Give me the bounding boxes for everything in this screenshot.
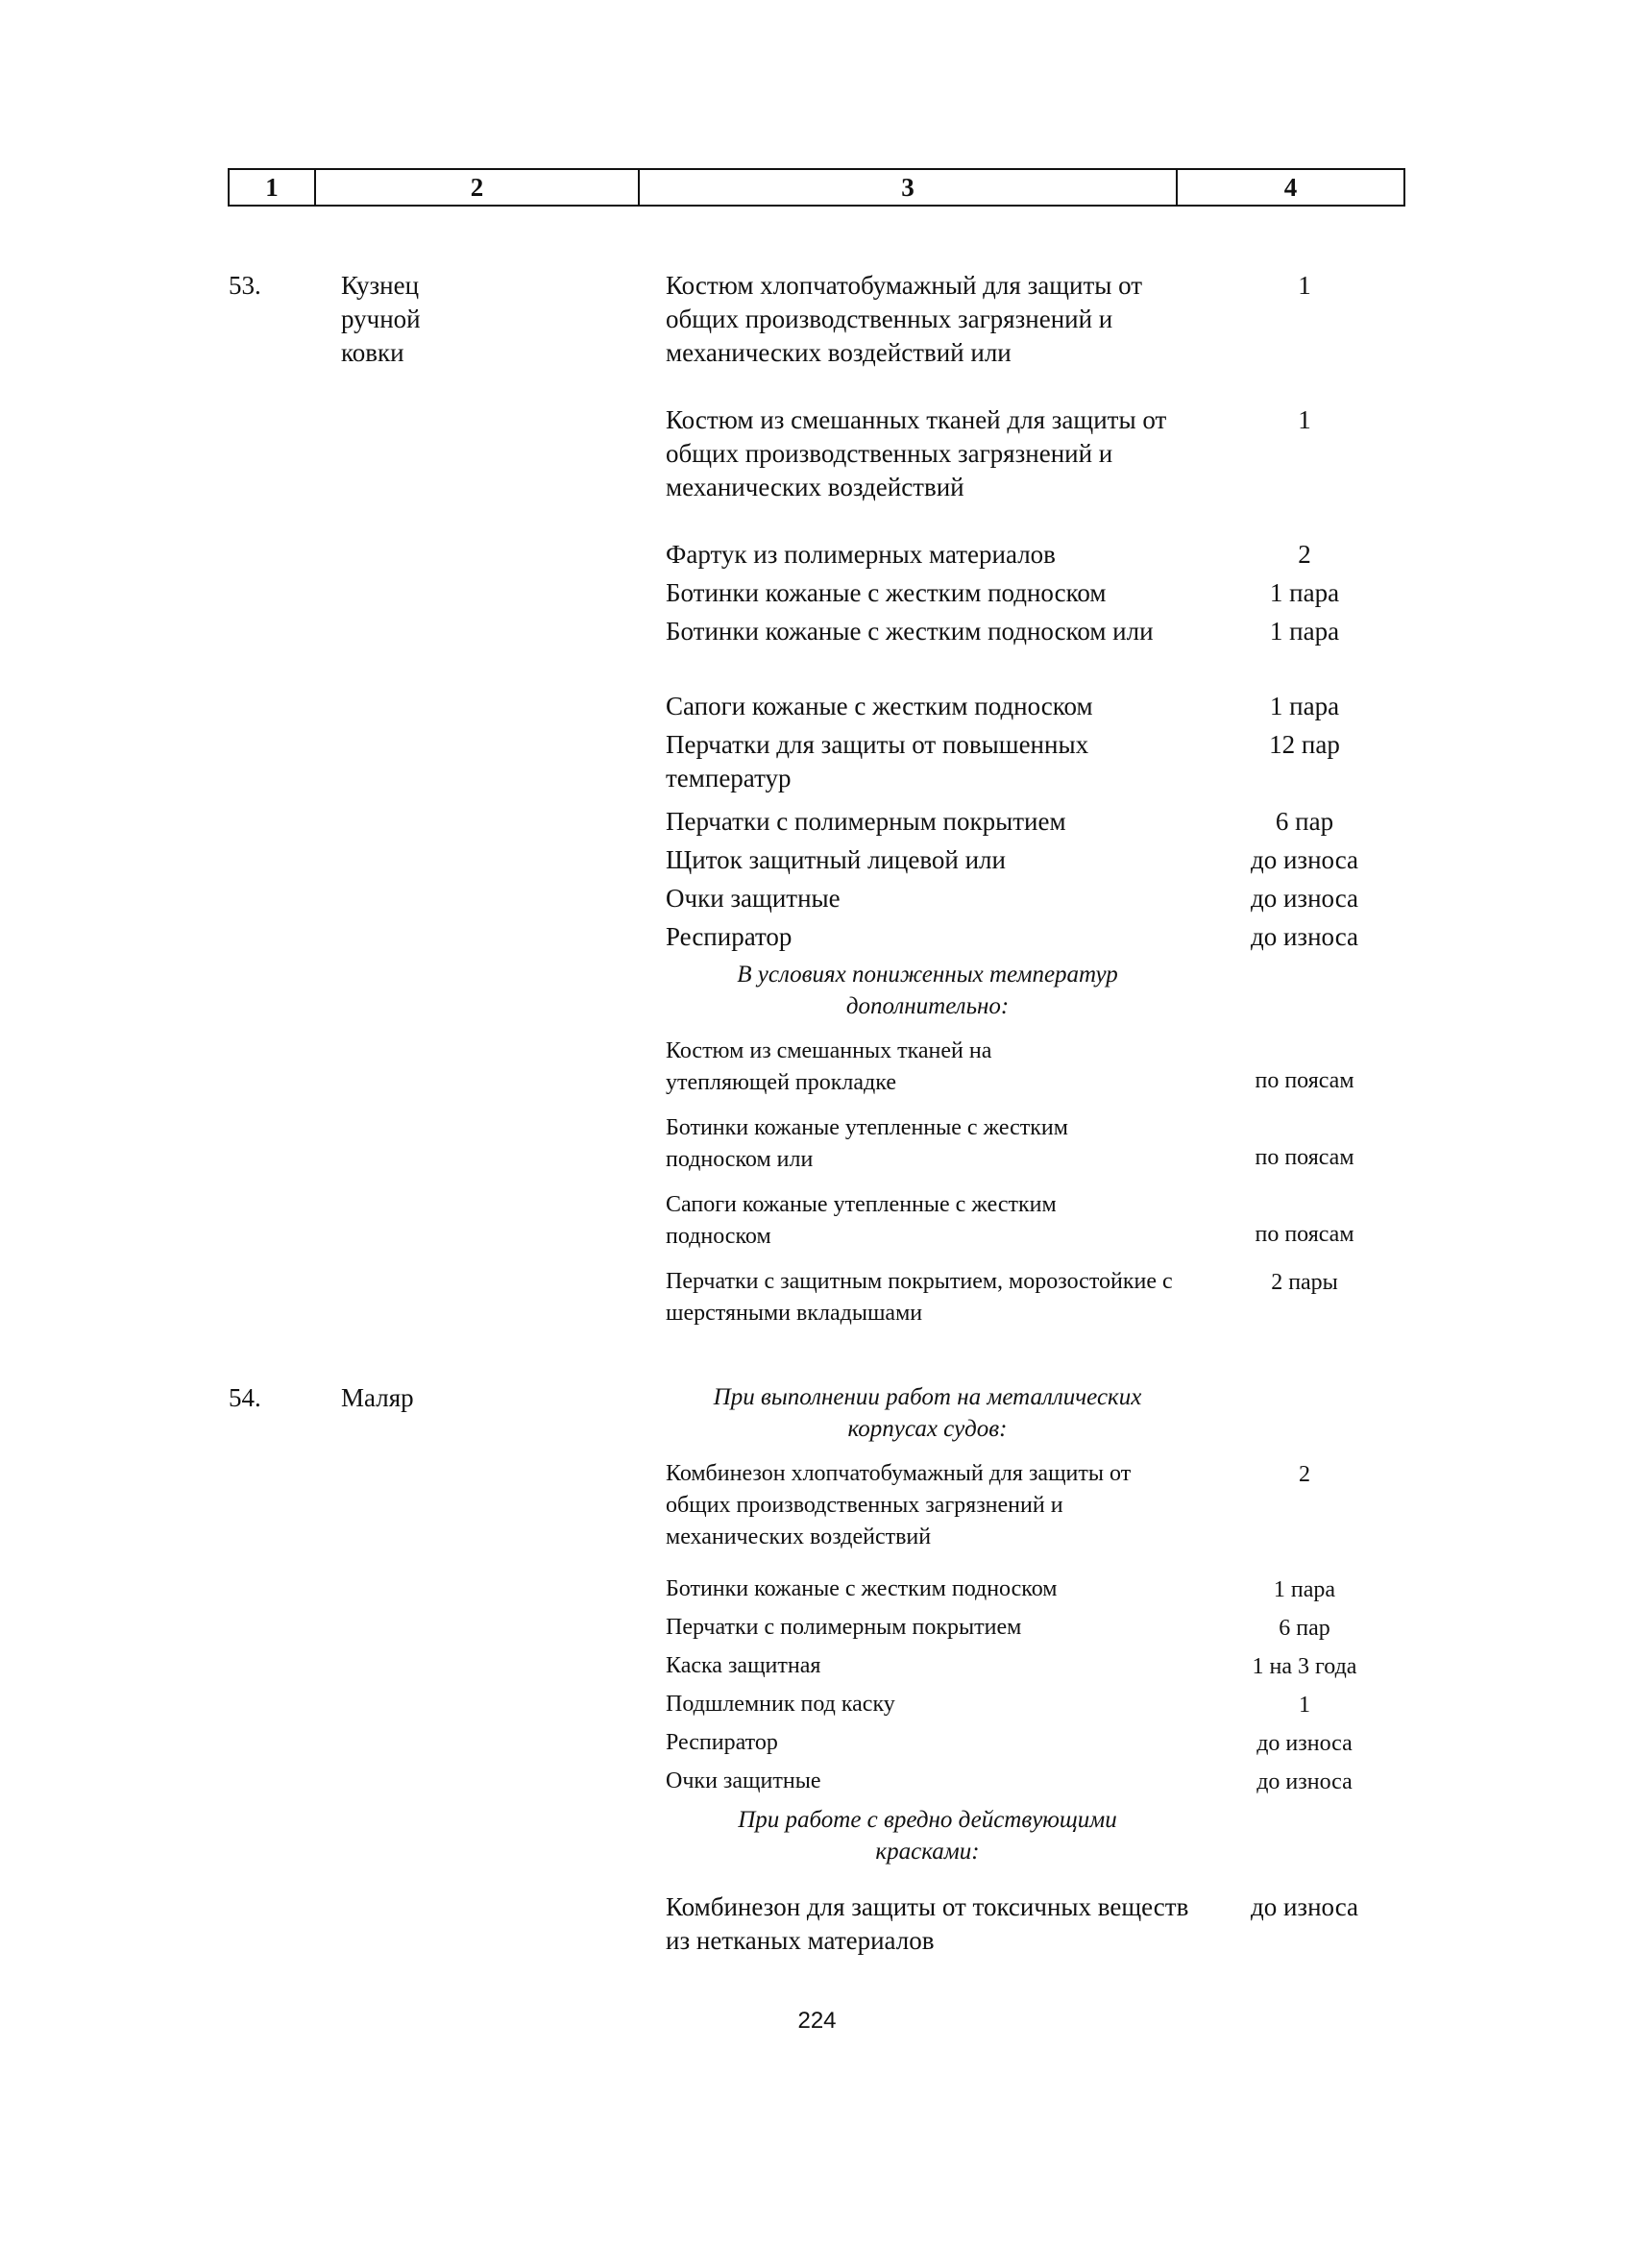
condition-note: В условиях пониженных температур дополнительно: xyxy=(737,962,1118,1019)
item-name: Перчатки для защиты от повышенных температур xyxy=(666,730,1089,793)
profession-name: Маляр xyxy=(341,1383,414,1412)
item-name: Респиратор xyxy=(666,1730,778,1755)
item-quantity: до износа xyxy=(1250,884,1359,913)
item-quantity: 6 пар xyxy=(1279,1616,1330,1641)
item-name: Щиток защитный лицевой или xyxy=(666,845,1006,874)
item-name: Ботинки кожаные утепленные с жестким подноском или xyxy=(666,1115,1068,1172)
item-name: Перчатки с полимерным покрытием xyxy=(666,807,1066,836)
item-quantity: до износа xyxy=(1256,1769,1353,1794)
item-quantity: 6 пар xyxy=(1275,807,1334,836)
item-name: Подшлемник под каску xyxy=(666,1692,895,1717)
item-quantity: до износа xyxy=(1256,1731,1353,1756)
item-quantity: до износа xyxy=(1250,922,1359,951)
item-name: Фартук из полимерных материалов xyxy=(666,540,1056,569)
item-quantity: 1 пара xyxy=(1269,617,1340,646)
item-name: Костюм из смешанных тканей для защиты от общих производственных загрязнений и механических воздействий xyxy=(666,405,1167,501)
row-number: 53. xyxy=(229,271,261,300)
item-quantity: 1 xyxy=(1298,405,1311,434)
item-name: Очки защитные xyxy=(666,884,841,913)
item-quantity: по поясам xyxy=(1255,1145,1354,1170)
item-name: Ботинки кожаные с жестким подноском xyxy=(666,578,1107,607)
item-name: Очки защитные xyxy=(666,1768,821,1793)
item-quantity: 1 xyxy=(1299,1693,1310,1718)
item-quantity: по поясам xyxy=(1255,1222,1354,1247)
item-name: Ботинки кожаные с жестким подноском или xyxy=(666,617,1154,646)
column-header-2: 2 xyxy=(316,170,640,205)
page-number: 224 xyxy=(797,2008,837,2034)
item-name: Перчатки с полимерным покрытием xyxy=(666,1615,1022,1640)
item-quantity: 2 пары xyxy=(1271,1270,1338,1295)
item-quantity: до износа xyxy=(1250,1892,1359,1921)
column-header-3: 3 xyxy=(640,170,1178,205)
item-quantity: 1 пара xyxy=(1269,578,1340,607)
item-name: Комбинезон для защиты от токсичных веществ из нетканых материалов xyxy=(666,1892,1189,1955)
item-quantity: 1 на 3 года xyxy=(1252,1654,1357,1679)
item-name: Ботинки кожаные с жестким подноском xyxy=(666,1576,1058,1601)
item-name: Костюм из смешанных тканей на утепляющей прокладке xyxy=(666,1038,992,1095)
row-number: 54. xyxy=(229,1383,261,1412)
item-name: Респиратор xyxy=(666,922,793,951)
condition-note: При работе с вредно действующими красками: xyxy=(738,1807,1117,1865)
item-quantity: 1 пара xyxy=(1269,692,1340,720)
item-name: Костюм хлопчатобумажный для защиты от общих производственных загрязнений и механических воздействий или xyxy=(666,271,1143,367)
item-quantity: 12 пар xyxy=(1269,730,1340,759)
item-name: Сапоги кожаные утепленные с жестким подноском xyxy=(666,1192,1057,1249)
item-name: Сапоги кожаные с жестким подноском xyxy=(666,692,1093,720)
condition-note: При выполнении работ на металлических корпусах судов: xyxy=(713,1384,1142,1442)
item-name: Перчатки с защитным покрытием, морозостойкие с шерстяными вкладышами xyxy=(666,1269,1173,1326)
item-quantity: 2 xyxy=(1299,1462,1310,1487)
column-header-table xyxy=(228,168,1405,207)
profession-name: Кузнец ручной ковки xyxy=(341,271,421,367)
item-name: Каска защитная xyxy=(666,1653,821,1678)
column-header-4: 4 xyxy=(1283,172,1298,202)
item-quantity: 1 xyxy=(1298,271,1311,300)
item-quantity: до износа xyxy=(1250,845,1359,874)
item-name: Комбинезон хлопчатобумажный для защиты от общих производственных загрязнений и механических воздействий xyxy=(666,1461,1132,1549)
item-quantity: 2 xyxy=(1298,540,1311,569)
column-header-1: 1 xyxy=(230,170,316,205)
item-quantity: по поясам xyxy=(1255,1068,1354,1093)
item-quantity: 1 пара xyxy=(1273,1577,1336,1602)
